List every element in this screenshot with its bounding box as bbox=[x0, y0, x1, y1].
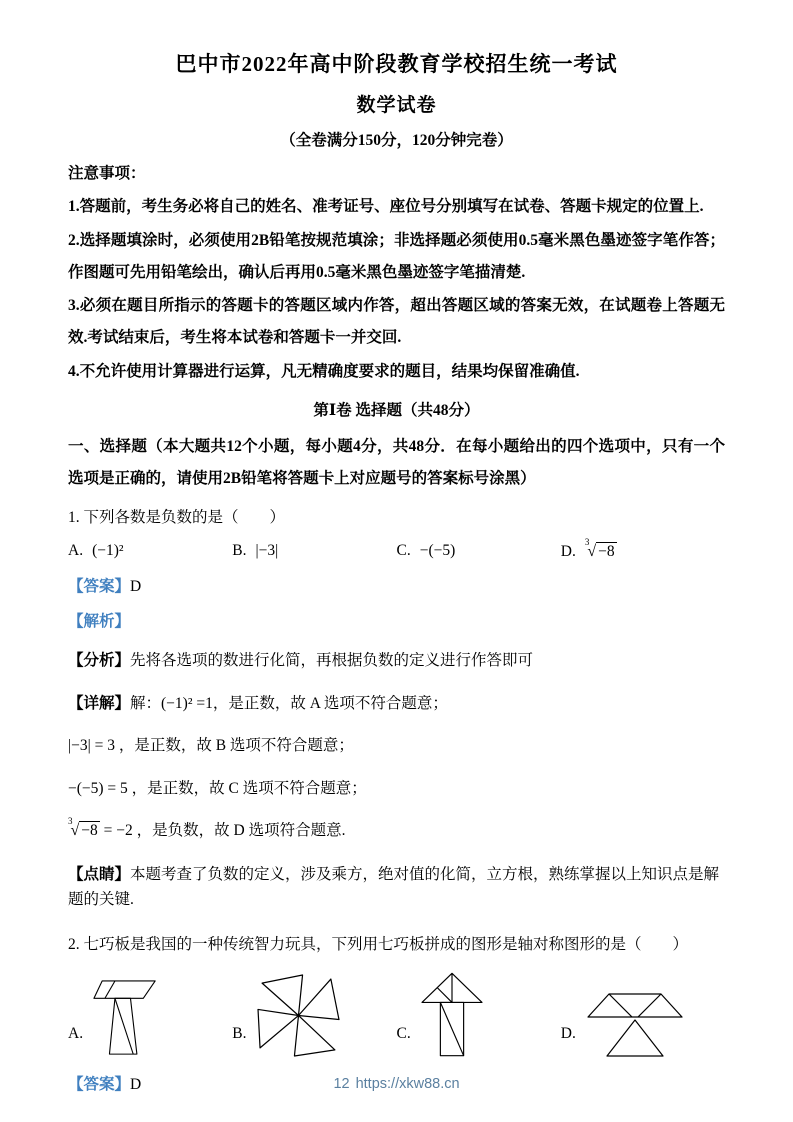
volume-title: 第Ⅰ卷 选择题（共48分） bbox=[313, 401, 480, 419]
cube-root-expression bbox=[584, 537, 617, 561]
radicand: −8 bbox=[81, 822, 98, 840]
q1-option-b-label: B. bbox=[232, 542, 247, 559]
q1-option-a bbox=[68, 542, 232, 561]
notice-item-1: 1.答题前，考生务必将自己的姓名、准考证号、座位号分别填写在试卷、答题卡规定的位置上. bbox=[68, 198, 704, 215]
q1-detail-line4-text: = −2 ，是负数，故 D 选项符合题意. bbox=[99, 822, 346, 840]
page-subtitle: 数学试卷 bbox=[356, 95, 437, 116]
footer-url[interactable]: https://xkw88.cn bbox=[355, 1076, 460, 1092]
q1-detail-label: 【详解】 bbox=[68, 694, 131, 712]
q1-detail-line-3: −(−5) = 5 ，是正数，故 C 选项不符合题意； bbox=[68, 779, 367, 797]
radical-sign-icon: √ bbox=[587, 543, 597, 561]
page-title: 巴中市2022年高中阶段教育学校招生统一考试 bbox=[175, 52, 618, 76]
radical-index: 3 bbox=[584, 537, 590, 547]
notice-heading: 注意事项： bbox=[68, 165, 146, 182]
q1-dianjing-label: 【点睛】 bbox=[68, 865, 131, 883]
q1-answer-value: D bbox=[130, 578, 142, 596]
q1-option-c-label: C. bbox=[396, 542, 411, 559]
q1-detail-line-1 bbox=[68, 691, 725, 717]
q1-jiexi-row bbox=[68, 609, 725, 631]
q1-dianjing-line bbox=[68, 862, 725, 913]
q1-option-a-label: A. bbox=[68, 542, 84, 559]
tangram-hammer-image bbox=[93, 977, 157, 1059]
q1-dianjing-text: 本题考查了负数的定义，涉及乘方，绝对值的化简，立方根，熟练掌握以上知识点是解题的关键. bbox=[68, 865, 720, 909]
q1-option-d-label: D. bbox=[560, 543, 576, 561]
q2-option-b bbox=[232, 971, 396, 1059]
question-2-options bbox=[68, 971, 725, 1059]
q2-option-d-label: D. bbox=[560, 1025, 576, 1043]
q1-jiexi-label: 【解析】 bbox=[68, 613, 131, 631]
q1-analysis-label: 【分析】 bbox=[68, 652, 131, 670]
radicand: −8 bbox=[598, 543, 615, 561]
notice-item-4: 4.不允许使用计算器进行运算，凡无精确度要求的题目，结果均保留准确值. bbox=[68, 362, 580, 380]
q1-option-d bbox=[560, 537, 725, 561]
q1-detail-line-4 bbox=[68, 818, 725, 844]
tangram-arrow-up-image bbox=[421, 971, 483, 1059]
cube-root-expression-detail bbox=[68, 818, 100, 844]
q2-option-a-label: A. bbox=[68, 1025, 84, 1043]
question-2-stem: 2. 七巧板是我国的一种传统智力玩具，下列用七巧板拼成的图形是轴对称图形的是（ ） bbox=[68, 935, 689, 953]
q1-option-c-math: −(−5) bbox=[419, 542, 456, 559]
q1-answer-label: 【答案】 bbox=[68, 578, 131, 596]
q1-analysis-line bbox=[68, 648, 725, 674]
part-title: 一、选择题（本大题共12个小题，每小题4分，共48分．在每小题给出的四个选项中，只有一个选项是正确的，请使用2B铅笔将答题卡上对应题号的答案标号涂黑） bbox=[68, 438, 725, 487]
q1-detail-line1-text: 解：(−1)² =1，是正数，故 A 选项不符合题意； bbox=[130, 694, 448, 712]
q2-answer-label: 【答案】 bbox=[68, 1076, 131, 1094]
q2-option-d bbox=[561, 971, 725, 1059]
q1-option-c bbox=[397, 542, 561, 561]
exam-meta-line: （全卷满分150分，120分钟完卷） bbox=[280, 132, 513, 149]
tangram-pinwheel-image bbox=[256, 973, 342, 1059]
q2-answer-value: D bbox=[130, 1076, 142, 1094]
footer-page-number: 12 bbox=[333, 1076, 350, 1092]
q2-option-b-label: B. bbox=[232, 1025, 247, 1043]
q1-option-a-math: (−1)² bbox=[92, 542, 124, 559]
q2-option-a bbox=[68, 971, 232, 1059]
q1-option-b bbox=[232, 542, 396, 561]
radical-sign-icon: √ bbox=[70, 822, 80, 840]
tangram-house-image bbox=[586, 993, 684, 1059]
q1-answer-row bbox=[68, 574, 725, 596]
q1-detail-line-2: |−3| = 3 ，是正数，故 B 选项不符合题意； bbox=[68, 737, 354, 755]
radical-index: 3 bbox=[68, 816, 73, 827]
q2-option-c bbox=[397, 971, 561, 1059]
page-footer bbox=[0, 1076, 793, 1092]
question-1-stem: 1. 下列各数是负数的是（ ） bbox=[68, 508, 286, 526]
notice-item-2: 2.选择题填涂时，必须使用2B铅笔按规范填涂；非选择题必须使用0.5毫米黑色墨迹签字笔作答；作图题可先用铅笔绘出，确认后再用0.5毫米黑色墨迹签字笔描清楚. bbox=[68, 231, 725, 281]
q1-option-b-math: |−3| bbox=[255, 542, 279, 559]
notice-item-3: 3.必须在题目所指示的答题卡的答题区域内作答，超出答题区域的答案无效，在试题卷上答题无效.考试结束后，考生将本试卷和答题卡一并交回. bbox=[68, 297, 725, 347]
q2-option-c-label: C. bbox=[396, 1025, 411, 1043]
q1-analysis-text: 先将各选项的数进行化简，再根据负数的定义进行作答即可 bbox=[130, 652, 534, 670]
question-1-options bbox=[68, 537, 725, 561]
